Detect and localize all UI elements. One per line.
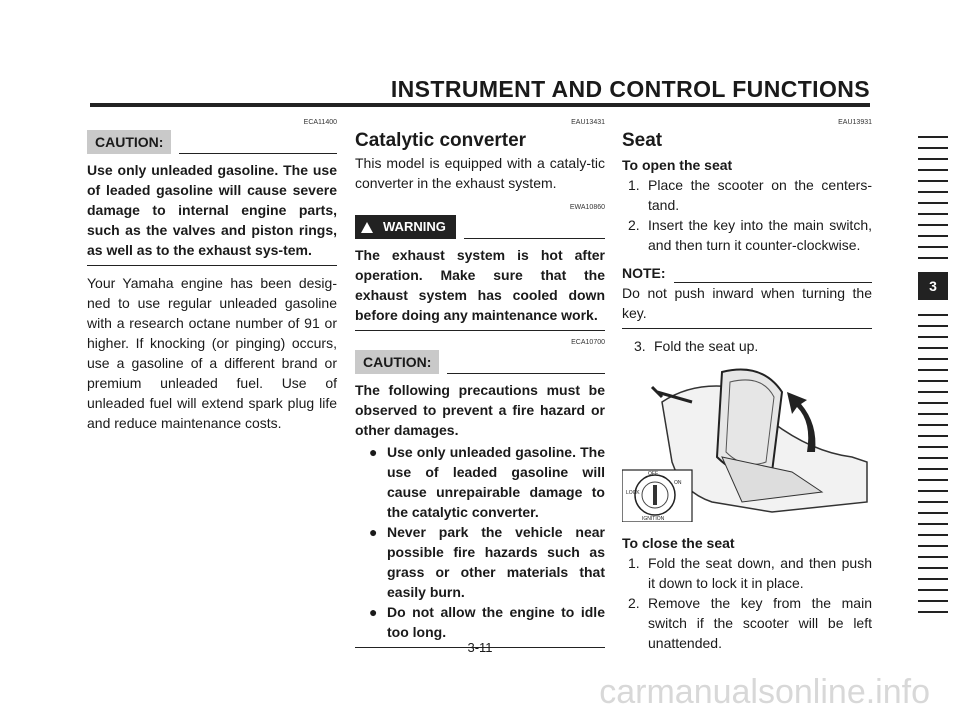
open-seat-heading: To open the seat	[622, 157, 733, 173]
caution-label-row	[87, 130, 337, 154]
close-seat-heading: To close the seat	[622, 535, 735, 551]
list-item: 1. Fold the seat down, and then push it down to lock it in place.	[628, 555, 872, 591]
list-item: 1. Place the scooter on the centers-tand.	[628, 177, 872, 213]
warning-label: WARNING	[355, 215, 456, 239]
caution-label: CAUTION:	[355, 350, 439, 374]
caution-text: The following precautions must be observed to prevent a fire hazard or other damages.	[355, 382, 605, 438]
section-title: Catalytic converter	[355, 130, 527, 151]
chapter-index-ticks-bottom	[918, 314, 948, 622]
bullet-icon: ●	[369, 604, 378, 620]
reference-code: EAU13431	[571, 119, 605, 126]
caution-text: Use only unleaded gasoline. The use of leaded gasoline will cause severe damage to internal engine parts, such as the valves and piston rings, as well as to the exhaust sys-tem.	[87, 162, 337, 258]
caution-label: CAUTION:	[87, 130, 171, 154]
bullet-icon: ●	[369, 444, 378, 460]
intro-paragraph: This model is equipped with a cataly-tic converter in the exhaust system.	[355, 155, 605, 191]
caution-code: ECA10700	[571, 339, 605, 346]
section-title: Seat	[622, 130, 663, 151]
list-item: ● Use only unleaded gasoline. The use of leaded gasoline will cause unrepairable damage to the catalytic converter.	[369, 444, 605, 520]
reference-code: EAU13931	[838, 119, 872, 126]
reference-code: ECA11400	[303, 119, 337, 126]
list-item: ● Never park the vehicle near possible fire hazards such as grass or other materials that easily burn.	[369, 524, 605, 600]
header-rule	[90, 103, 870, 107]
note-text: Do not push inward when turning the key.	[622, 285, 872, 321]
note-label: NOTE:	[622, 265, 666, 281]
bullet-icon: ●	[369, 524, 378, 540]
watermark: carmanualsonline.info	[599, 673, 930, 711]
warning-text: The exhaust system is hot after operation. Make sure that the exhaust system has cooled down before doing any maintenance work.	[355, 247, 605, 323]
figure-label-off: OFF	[648, 471, 658, 477]
figure-label-ignition: IGNITION	[642, 516, 665, 522]
column-catalytic-converter	[355, 118, 605, 655]
divider	[355, 330, 605, 331]
column-fuel	[87, 118, 337, 433]
warning-label-row	[355, 215, 605, 239]
figure-label-lock: LOCK	[626, 490, 640, 496]
chapter-tab: 3	[918, 272, 948, 300]
page-header-title: INSTRUMENT AND CONTROL FUNCTIONS	[390, 76, 870, 102]
seat-open-illustration	[622, 362, 872, 522]
list-item: ● Do not allow the engine to idle too long.	[369, 604, 605, 640]
list-item: 2. Insert the key into the main switch, and then turn it counter-clockwise.	[628, 217, 872, 253]
fuel-paragraph: Your Yamaha engine has been desig-ned to use regular unleaded gasoline with a research octane number of 91 or higher. If knocking (or pinging) occurs, use a gasoline of a different brand or premium unleaded fuel. Use of unleaded fuel will extend spark plug life and reduce maintenance costs.	[87, 275, 337, 431]
note-label-row	[622, 263, 872, 283]
list-item: 2. Remove the key from the main switch if the scooter will be left unattended.	[628, 595, 872, 651]
warning-code: EWA10860	[569, 204, 605, 211]
divider	[622, 328, 872, 329]
chapter-index-ticks-top	[918, 136, 948, 268]
divider	[87, 265, 337, 266]
column-seat	[622, 118, 872, 653]
caution-label-row	[355, 350, 605, 374]
page-number: 3-11	[467, 640, 493, 655]
list-item: 3. Fold the seat up.	[634, 338, 759, 354]
warning-icon	[361, 222, 373, 233]
figure-label-on: ON	[674, 480, 682, 486]
